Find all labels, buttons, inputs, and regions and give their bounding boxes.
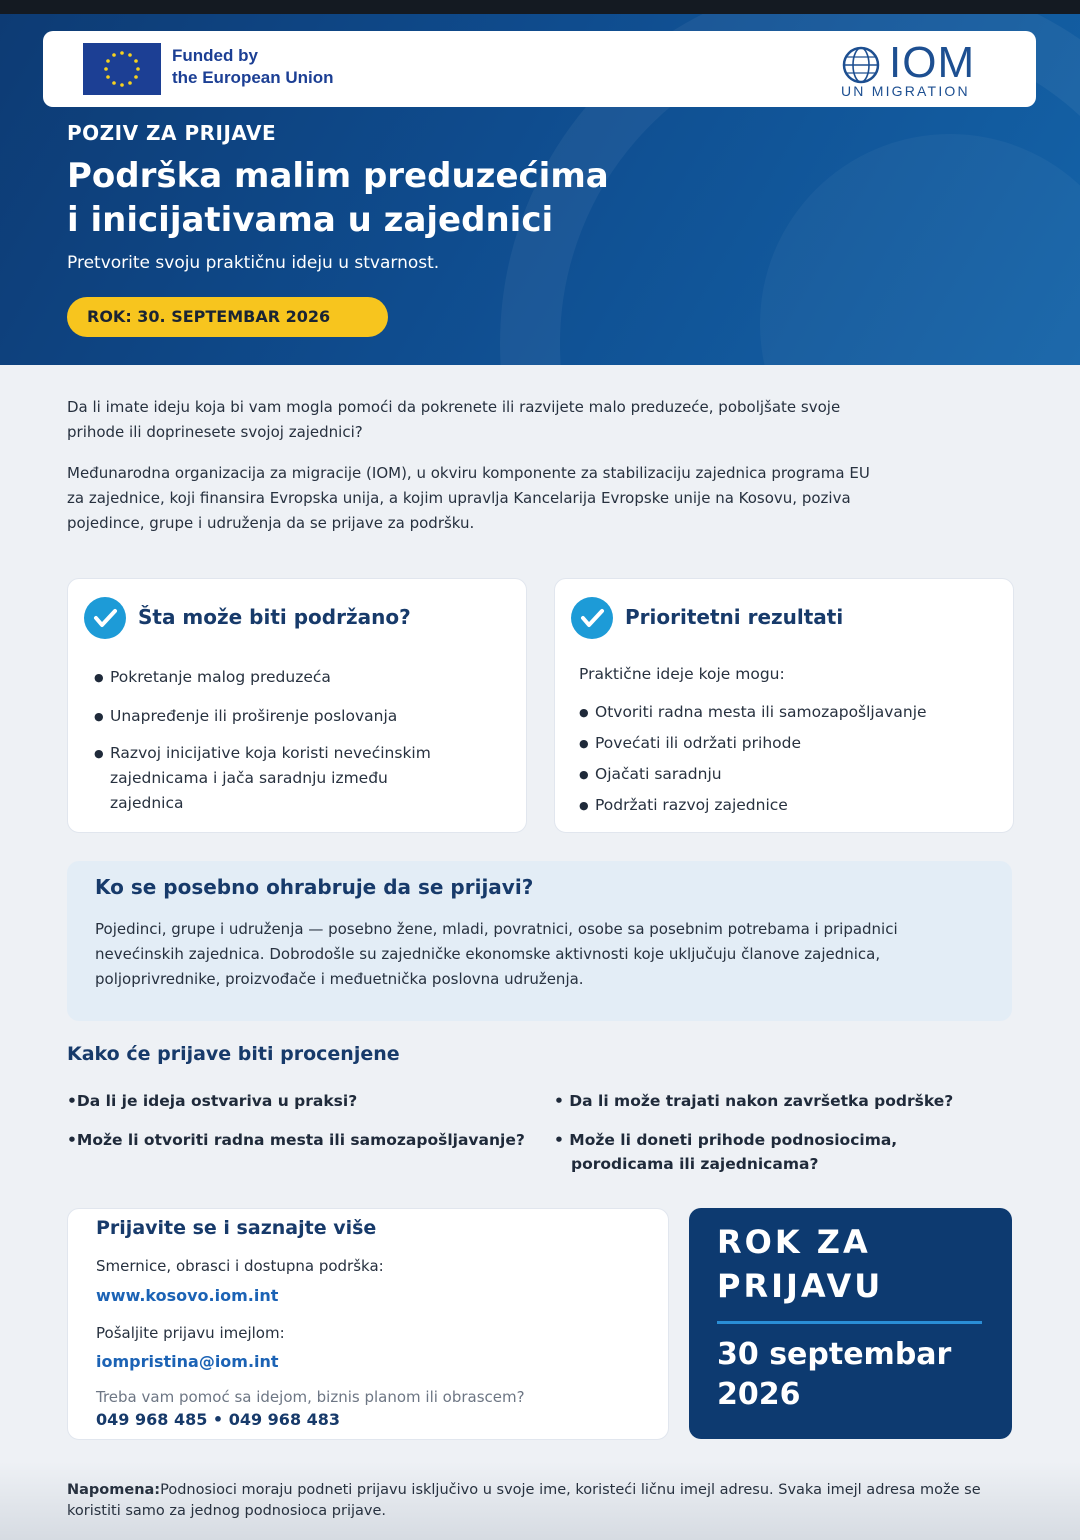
eu-flag-icon <box>83 43 161 95</box>
support-list <box>94 665 504 816</box>
footer-note <box>67 1480 1027 1522</box>
help-text: Treba vam pomoć sa idejom, biznis planom ili obrascem? <box>96 1388 525 1406</box>
title-line-1: Podrška malim preduzećima <box>67 156 609 196</box>
list-item: ● Razvoj inicijative koja koristi nevećinskim zajednicama i jača saradnju između zajednica <box>94 741 440 816</box>
intro-paragraph-2: Međunarodna organizacija za migracije (IOM), u okviru komponente za stabilizaciju zajednica programa EU za zajednice, koji finansira Evropska unija, a kojim upravlja Kancelarija Evropske unije na Kosovu, poziva pojedince, grupe i udruženja da se prijave za podršku. <box>67 464 870 532</box>
funded-by-eu-text <box>172 45 334 89</box>
evaluation-question <box>554 1128 897 1176</box>
evaluation-title: Kako će prijave biti procenjene <box>67 1043 400 1065</box>
un-globe-icon <box>841 45 881 85</box>
encouraged-panel <box>67 861 1012 1021</box>
funded-line-1: Funded by <box>172 46 258 65</box>
priority-card-title: Prioritetni rezultati <box>625 605 844 629</box>
top-dark-bar <box>0 0 1080 14</box>
deadline-date: 30 septembar 2026 <box>717 1337 952 1412</box>
deadline-label: ROK ZA PRIJAVU <box>717 1223 884 1305</box>
list-item: ● Pokretanje malog preduzeća <box>94 665 504 690</box>
title-line-2: i inicijativama u zajednici <box>67 200 554 240</box>
deadline-box <box>689 1208 1012 1439</box>
question-line-2: porodicama ili zajednicama? <box>571 1155 819 1173</box>
deadline-badge: ROK: 30. SEPTEMBAR 2026 <box>67 297 388 337</box>
evaluation-question: •Da li je ideja ostvariva u praksi? <box>67 1092 358 1110</box>
page-subtitle: Pretvorite svoju praktičnu ideju u stvarnost. <box>67 253 440 273</box>
divider <box>717 1321 982 1324</box>
note-text: Podnosioci moraju podneti prijavu isključivo u svoje ime, koristeći ličnu imejl adresu. Svaka imejl adresa može se koristiti samo za jednog podnosioca prijave. <box>67 1482 981 1519</box>
check-circle-icon <box>571 597 613 639</box>
logo-bar <box>43 31 1036 107</box>
apply-card <box>67 1208 669 1440</box>
encouraged-title: Ko se posebno ohrabruje da se prijavi? <box>95 875 534 899</box>
guidelines-label: Smernice, obrasci i dostupna podrška: <box>96 1257 384 1275</box>
support-card <box>67 578 527 833</box>
evaluation-question: •Može li otvoriti radna mesta ili samozapošljavanje? <box>67 1131 525 1149</box>
funded-line-2: the European Union <box>172 68 334 87</box>
call-eyebrow: POZIV ZA PRIJAVE <box>67 121 277 145</box>
encouraged-text: Pojedinci, grupe i udruženja — posebno žene, mladi, povratnici, osobe sa posebnim potrebama i pripadnici nevećinskih zajednica. Dobrodošle su zajedničke ekonomske aktivnosti koje uključuju članove zajednica, poljoprivrednike, proizvođače i međuetnička poslovna udruženja. <box>95 920 898 988</box>
phone-numbers[interactable]: 049 968 485 • 049 968 483 <box>96 1410 341 1429</box>
footer <box>0 1462 1080 1540</box>
email-label: Pošaljite prijavu imejlom: <box>96 1324 285 1342</box>
priority-lead: Praktične ideje koje mogu: <box>579 665 785 683</box>
support-card-title: Šta može biti podržano? <box>138 605 411 629</box>
page-title <box>67 154 767 242</box>
priority-card <box>554 578 1014 833</box>
iom-wordmark: IOM <box>889 38 976 87</box>
list-item: ● Podržati razvoj zajednice <box>579 790 999 821</box>
website-link[interactable]: www.kosovo.iom.int <box>96 1286 279 1305</box>
priority-list <box>579 697 999 821</box>
iom-logo <box>841 38 986 101</box>
question-line-1: • Može li doneti prihode podnosiocima, <box>554 1131 898 1149</box>
list-item: ● Ojačati saradnju <box>579 759 999 790</box>
evaluation-question: • Da li može trajati nakon završetka podrške? <box>554 1092 954 1110</box>
list-item: ● Unapređenje ili proširenje poslovanja <box>94 704 504 729</box>
note-label: Napomena: <box>67 1482 161 1498</box>
check-circle-icon <box>84 597 126 639</box>
list-item: ● Povećati ili održati prihode <box>579 728 999 759</box>
iom-subtitle: UN MIGRATION <box>841 83 970 99</box>
apply-title: Prijavite se i saznajte više <box>96 1217 377 1239</box>
email-link[interactable]: iompristina@iom.int <box>96 1352 279 1371</box>
intro-paragraph-1: Da li imate ideju koja bi vam mogla pomoći da pokrenete ili razvijete malo preduzeće, poboljšate svoje prihode ili doprinesete svojoj zajednici? <box>67 398 841 441</box>
list-item: ● Otvoriti radna mesta ili samozapošljavanje <box>579 697 999 728</box>
